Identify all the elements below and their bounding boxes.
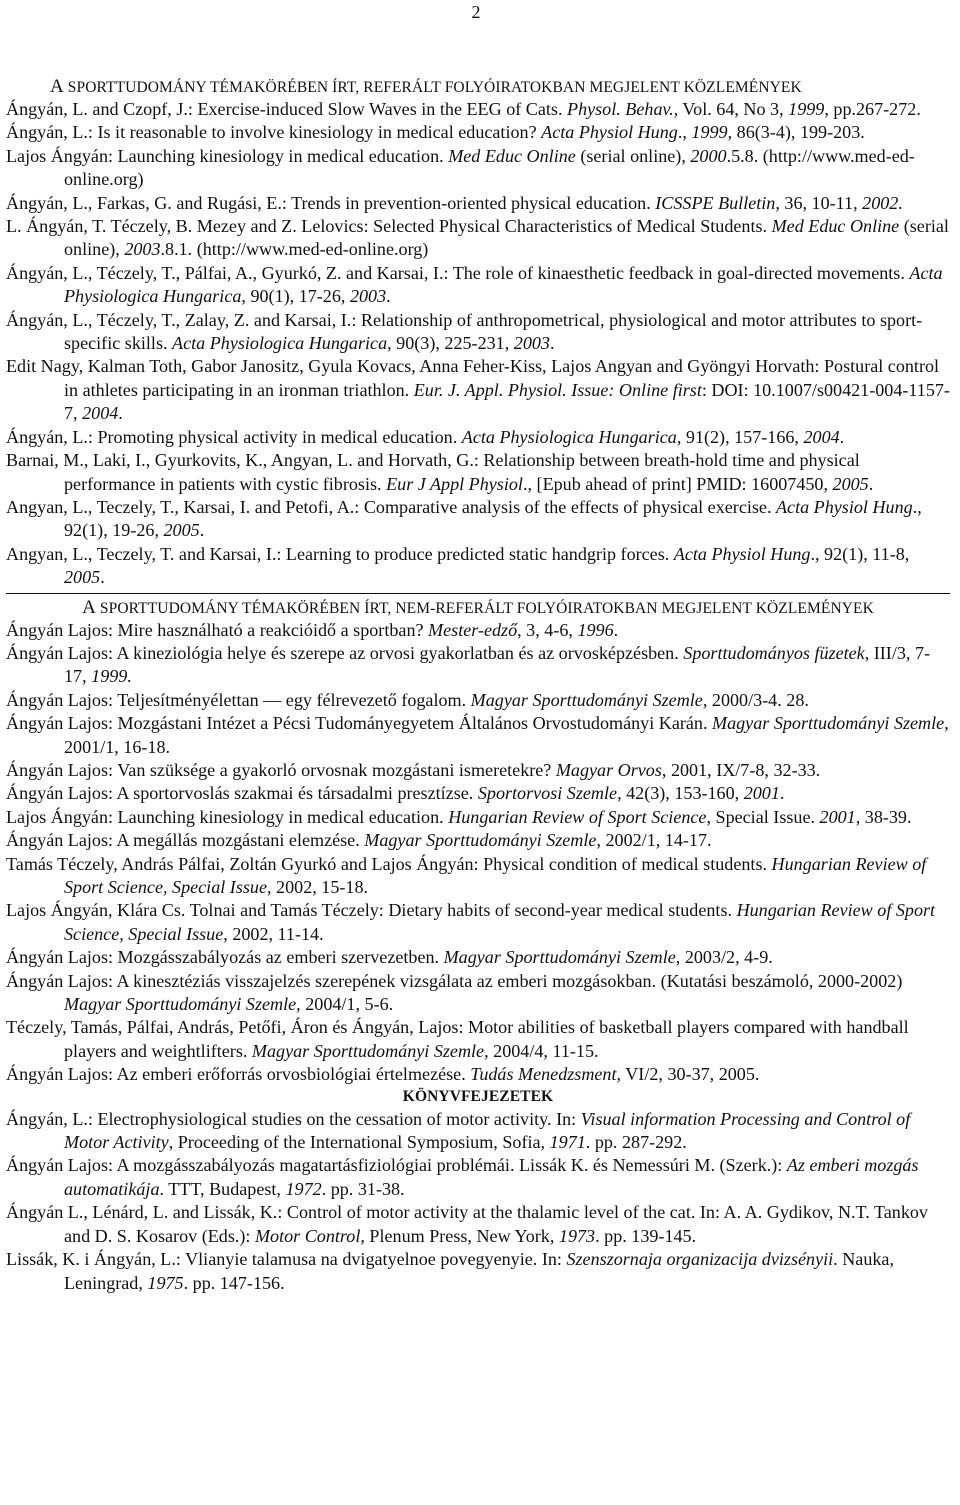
reference-list (6, 619, 950, 1087)
reference-entry: Lissák, K. i Ángyán, L.: Vlianyie talamusa na dvigatyelnoe povegyenyie. In: Szenszornaja organizacija dvizsényii. Nauka, Leningrad, 1975. pp. 147-156. (6, 1249, 894, 1293)
reference-entry: Angyan, L., Teczely, T., Karsai, I. and Petofi, A.: Comparative analysis of the effects of physical exercise. Acta Physiol Hung., 92(1), 19-26, 2005. (6, 496, 922, 541)
reference-entry: Ángyán, L. and Czopf, J.: Exercise-induced Slow Waves in the EEG of Cats. Physol. Behav., Vol. 64, No 3, 1999, pp.267-272. (6, 99, 921, 119)
reference-entry: L. Ángyán, T. Téczely, B. Mezey and Z. Lelovics: Selected Physical Characteristics of Medical Students. Med Educ Online (serial online), 2003.8.1. (http://www.med-ed-online.org) (6, 216, 949, 260)
heading-text: KÖNYVFEJEZETEK (402, 1087, 554, 1105)
heading-text: SPORTTUDOMÁNY TÉMAKÖRÉBEN ÍRT, NEM-REFERÁLT FOLYÓIRATOKBAN MEGJELENT KÖZLEMÉNYEK (95, 599, 874, 617)
reference-entry: Ángyán, L.: Electrophysiological studies on the cessation of motor activity. In: Visual information Processing and Control of Motor Activity, Proceeding of the International Symposium, Sofia, 1971. pp. 287-292. (6, 1108, 911, 1153)
reference-entry: Ángyán, L.: Promoting physical activity in medical education. Acta Physiologica Hungarica, 91(2), 157-166, 2004. (6, 426, 845, 447)
reference-list (6, 1108, 950, 1295)
reference-entry: Angyan, L., Teczely, T. and Karsai, I.: Learning to produce predicted static handgrip forces. Acta Physiol Hung., 92(1), 11-8, 2005. (6, 543, 910, 588)
heading-text: SPORTTUDOMÁNY TÉMAKÖRÉBEN ÍRT, REFERÁLT FOLYÓIRATOKBAN MEGJELENT KÖZLEMÉNYEK (63, 79, 802, 96)
reference-entry: Ángyán, L., Téczely, T., Zalay, Z. and Karsai, I.: Relationship of anthropometrical, physiological and motor attributes to sport-specific skills. Acta Physiologica Hungarica, 90(3), 225-231, 2003. (6, 309, 923, 354)
reference-entry: Ángyán L., Lénárd, L. and Lissák, K.: Control of motor activity at the thalamic level of the cat. In: A. A. Gydikov, N.T. Tankov and D. S. Kosarov (Eds.): Motor Control, Plenum Press, New York, 1973. pp. 139-145. (6, 1202, 928, 1246)
section-heading (50, 77, 950, 98)
section-refereed (6, 77, 950, 590)
section-heading (6, 598, 950, 619)
heading-initial: A (82, 596, 96, 618)
reference-entry: Lajos Ángyán: Launching kinesiology in medical education. Med Educ Online (serial online), 2000.5.8. (http://www.med-ed-online.org) (6, 145, 915, 190)
reference-entry: Ángyán Lajos: Teljesítményélettan — egy félrevezető fogalom. Magyar Sporttudományi Szemle, 2000/3-4. 28. (6, 689, 809, 710)
reference-list (6, 98, 950, 590)
reference-entry: Ángyán Lajos: Mozgásszabályozás az emberi szervezetben. Magyar Sporttudományi Szemle, 2003/2, 4-9. (6, 947, 773, 968)
reference-entry: Tamás Téczely, András Pálfai, Zoltán Gyurkó and Lajos Ángyán: Physical condition of medical students. Hungarian Review of Sport Science, Special Issue, 2002, 15-18. (6, 853, 927, 897)
reference-entry: Ángyán Lajos: Az emberi erőforrás orvosbiológiai értelmezése. Tudás Menedzsment, VI/2, 30-37, 2005. (6, 1064, 760, 1085)
reference-entry: Barnai, M., Laki, I., Gyurkovits, K., Angyan, L. and Horvath, G.: Relationship between breath-hold time and physical performance in patients with cystic fibrosis. Eur J Appl Physiol., [Epub ahead of print] PMID: 16007450, 2005. (6, 450, 874, 494)
reference-entry: Ángyán Lajos: A sportorvoslás szakmai és társadalmi presztízse. Sportorvosi Szemle, 42(3), 153-160, 2001. (6, 783, 785, 804)
page-number: 2 (471, 2, 481, 22)
reference-entry: Ángyán, L., Farkas, G. and Rugási, E.: Trends in prevention-oriented physical education. ICSSPE Bulletin, 36, 10-11, 2002. (6, 192, 903, 213)
reference-entry: Ángyán, L.: Is it reasonable to involve kinesiology in medical education? Acta Physiol Hung., 1999, 86(3-4), 199-203. (6, 122, 865, 143)
document-body (6, 77, 950, 1295)
section-divider (6, 593, 950, 594)
section-book-chapters (6, 1087, 950, 1295)
reference-entry: Ángyán Lajos: Mire használható a reakcióidő a sportban? Mester-edző, 3, 4-6, 1996. (6, 619, 619, 640)
reference-entry: Ángyán Lajos: A mozgásszabályozás magatartásfiziológiai problémái. Lissák K. és Nemessúri M. (Szerk.): Az emberi mozgás automatikája. TTT, Budapest, 1972. pp. 31-38. (6, 1155, 919, 1199)
reference-entry: Ángyán Lajos: A kineziológia helye és szerepe az orvosi gyakorlatban és az orvosképzésben. Sporttudományos füzetek, III/3, 7-17, 1999. (6, 642, 931, 687)
section-heading (6, 1087, 950, 1108)
section-non-refereed (6, 598, 950, 1087)
reference-entry: Téczely, Tamás, Pálfai, András, Petőfi, Áron és Ángyán, Lajos: Motor abilities of basketball players compared with handball players and weightlifters. Magyar Sporttudományi Szemle, 2004/4, 11-15. (6, 1017, 909, 1061)
reference-entry: Edit Nagy, Kalman Toth, Gabor Janositz, Gyula Kovacs, Anna Feher-Kiss, Lajos Angyan and Gyöngyi Horvath: Postural control in athletes participating in an ironman triathlon. Eur. J. Appl. Physiol. Issue: Online first: DOI: 10.1007/s00421-004-1157-7, 2004. (6, 356, 950, 424)
reference-entry: Ángyán Lajos: Van szüksége a gyakorló orvosnak mozgástani ismeretekre? Magyar Orvos, 2001, IX/7-8, 32-33. (6, 759, 821, 780)
reference-entry: Ángyán, L., Téczely, T., Pálfai, A., Gyurkó, Z. and Karsai, I.: The role of kinaesthetic feedback in goal-directed movements. Acta Physiologica Hungarica, 90(1), 17-26, 2003. (6, 262, 943, 307)
reference-entry: Lajos Ángyán: Launching kinesiology in medical education. Hungarian Review of Sport Science, Special Issue. 2001, 38-39. (6, 806, 912, 827)
reference-entry: Ángyán Lajos: A kinesztéziás visszajelzés szerepének vizsgálata az emberi mozgásokban. (Kutatási beszámoló, 2000-2002) Magyar Sporttudományi Szemle, 2004/1, 5-6. (6, 970, 903, 1015)
reference-entry: Ángyán Lajos: A megállás mozgástani elemzése. Magyar Sporttudományi Szemle, 2002/1, 14-17. (6, 830, 712, 851)
heading-initial: A (50, 76, 64, 97)
reference-entry: Ángyán Lajos: Mozgástani Intézet a Pécsi Tudományegyetem Általános Orvostudományi Karán. Magyar Sporttudományi Szemle, 2001/1, 16-18. (6, 713, 949, 757)
reference-entry: Lajos Ángyán, Klára Cs. Tolnai and Tamás Téczely: Dietary habits of second-year medical students. Hungarian Review of Sport Science, Special Issue, 2002, 11-14. (6, 900, 936, 944)
